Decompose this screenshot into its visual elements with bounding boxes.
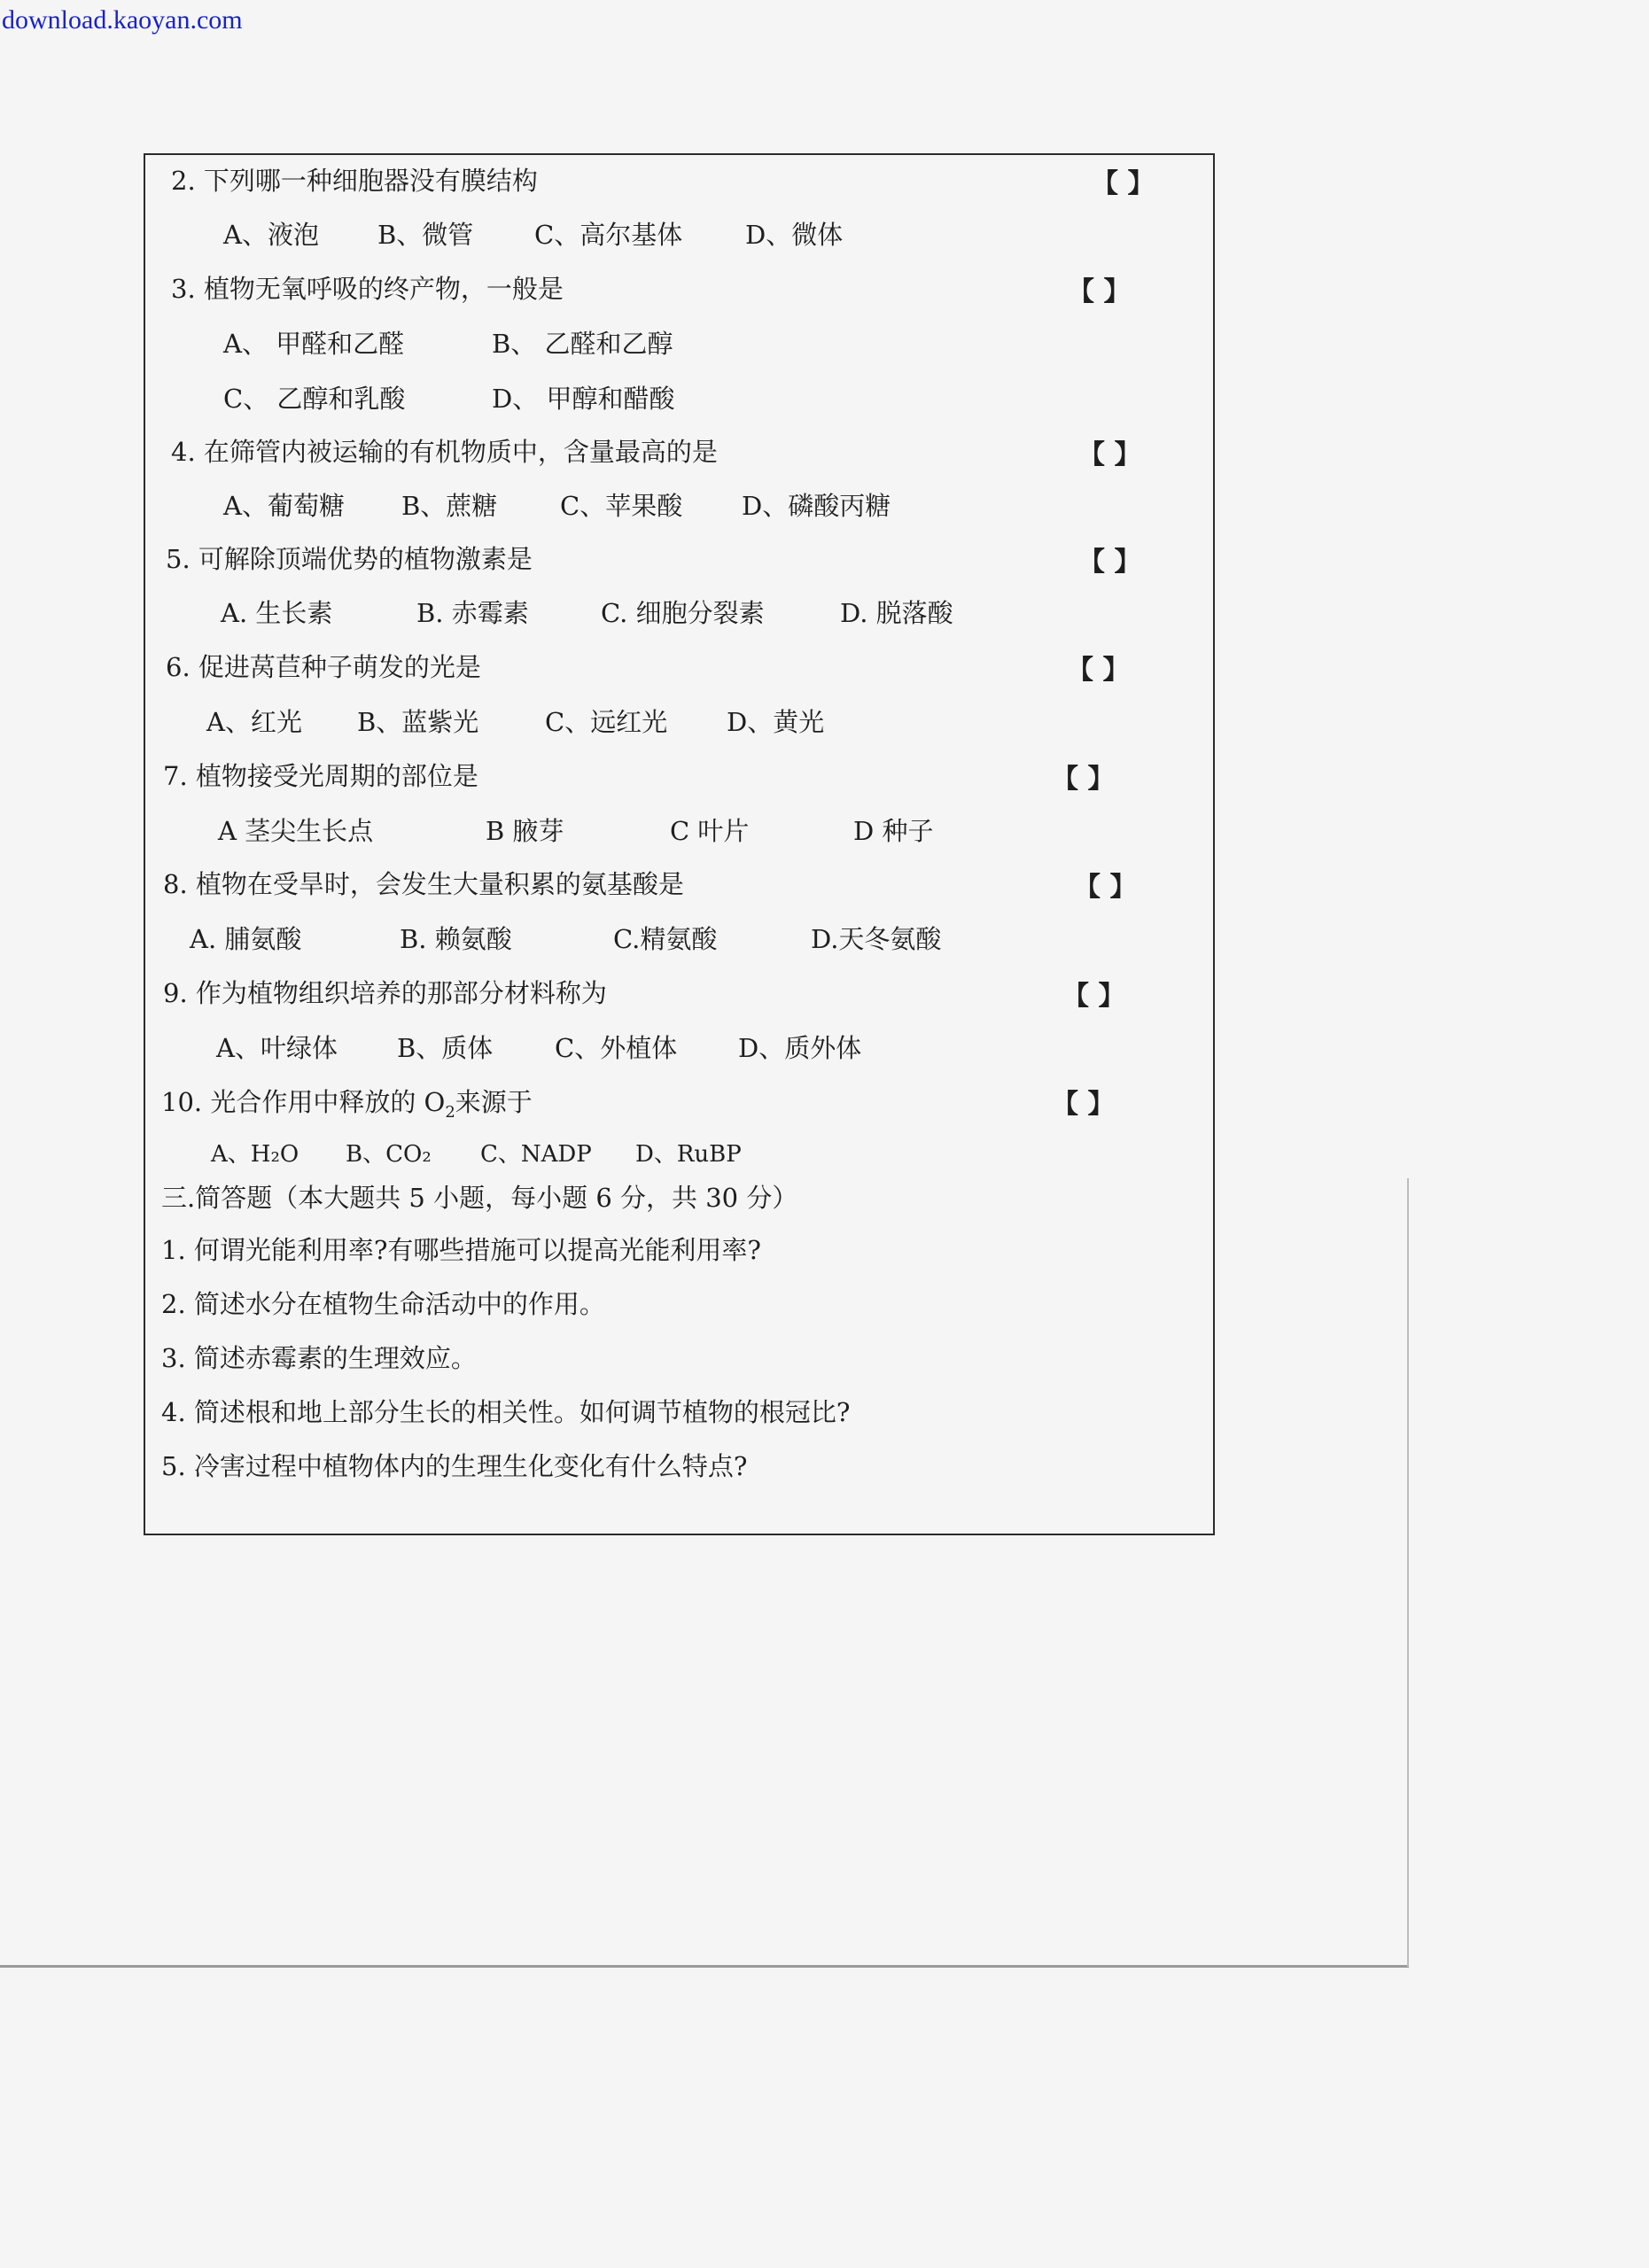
scan-edge-right xyxy=(1407,1178,1409,1967)
question-5-stem: 5. 可解除顶端优势的植物激素是 xyxy=(166,544,533,574)
question-3-stem: 3. 植物无氧呼吸的终产物，一般是 xyxy=(171,274,564,304)
question-9-stem: 9. 作为植物组织培养的那部分材料称为 xyxy=(163,978,607,1008)
q4-option-d: D、磷酸丙糖 xyxy=(742,491,891,521)
question-4-stem: 4. 在筛管内被运输的有机物质中，含量最高的是 xyxy=(171,437,718,467)
q4-option-b: B、蔗糖 xyxy=(401,491,498,521)
answer-bracket-8: 【 】 xyxy=(1074,872,1137,903)
q7-option-c: C 叶片 xyxy=(670,816,750,846)
q4-option-c: C、苹果酸 xyxy=(560,491,683,521)
answer-bracket-6: 【 】 xyxy=(1067,655,1130,686)
q5-option-a: A. 生长素 xyxy=(221,598,333,628)
q3-option-a: A、 甲醛和乙醛 xyxy=(223,329,405,359)
q3-option-c: C、 乙醇和乳酸 xyxy=(223,384,406,414)
answer-bracket-5: 【 】 xyxy=(1078,547,1141,578)
answer-bracket-10: 【 】 xyxy=(1052,1089,1115,1120)
short-answer-2: 2. 简述水分在植物生命活动中的作用。 xyxy=(161,1289,605,1319)
q10-option-c: C、NADP xyxy=(480,1141,592,1168)
question-10-stem xyxy=(161,1086,533,1129)
q6-option-c: C、远红光 xyxy=(545,707,668,737)
question-7-stem: 7. 植物接受光周期的部位是 xyxy=(163,761,478,791)
q9-option-d: D、质外体 xyxy=(738,1033,862,1063)
q8-option-c: C.精氨酸 xyxy=(613,924,718,954)
q2-option-a: A、液泡 xyxy=(223,220,319,250)
q4-option-a: A、葡萄糖 xyxy=(223,491,345,521)
answer-bracket-7: 【 】 xyxy=(1052,764,1115,795)
q2-option-b: B、微管 xyxy=(377,220,474,250)
header-link[interactable]: download.kaoyan.com xyxy=(2,5,243,35)
answer-bracket-2: 【 】 xyxy=(1092,168,1155,199)
q10-option-a: A、H₂O xyxy=(211,1141,299,1168)
short-answer-3: 3. 简述赤霉素的生理效应。 xyxy=(161,1343,477,1373)
q8-option-b: B. 赖氨酸 xyxy=(400,924,512,954)
scan-edge-bottom xyxy=(0,1965,1409,1968)
q7-option-a: A 茎尖生长点 xyxy=(218,816,374,846)
short-answer-1: 1. 何谓光能利用率?有哪些措施可以提高光能利用率? xyxy=(161,1235,761,1265)
question-8-stem: 8. 植物在受旱时，会发生大量积累的氨基酸是 xyxy=(163,869,684,899)
q6-option-b: B、蓝紫光 xyxy=(357,707,479,737)
q6-option-d: D、黄光 xyxy=(727,707,825,737)
q5-option-c: C. 细胞分裂素 xyxy=(601,598,765,628)
q10-option-d: D、RuBP xyxy=(635,1141,742,1168)
q2-option-d: D、微体 xyxy=(745,220,844,250)
q6-option-a: A、红光 xyxy=(206,707,302,737)
q7-option-b: B 腋芽 xyxy=(486,816,564,846)
q8-option-a: A. 脯氨酸 xyxy=(190,924,302,954)
q9-option-a: A、叶绿体 xyxy=(216,1033,338,1063)
answer-bracket-4: 【 】 xyxy=(1078,439,1141,470)
q3-option-d: D、 甲醇和醋酸 xyxy=(492,384,675,414)
answer-bracket-9: 【 】 xyxy=(1062,981,1125,1012)
answer-bracket-3: 【 】 xyxy=(1068,276,1131,307)
short-answer-4: 4. 简述根和地上部分生长的相关性。如何调节植物的根冠比? xyxy=(161,1397,851,1427)
q9-option-c: C、外植体 xyxy=(555,1033,678,1063)
q3-option-b: B、 乙醛和乙醇 xyxy=(492,329,673,359)
q5-option-d: D. 脱落酸 xyxy=(840,598,953,628)
q5-option-b: B. 赤霉素 xyxy=(416,598,529,628)
question-10-stem-suffix: 来源于 xyxy=(455,1087,533,1117)
q2-option-c: C、高尔基体 xyxy=(534,220,683,250)
question-6-stem: 6. 促进莴苣种子萌发的光是 xyxy=(166,652,481,682)
question-2-stem: 2. 下列哪一种细胞器没有膜结构 xyxy=(171,166,538,196)
q10-option-b: B、CO₂ xyxy=(346,1141,432,1168)
q9-option-b: B、质体 xyxy=(397,1033,494,1063)
q8-option-d: D.天冬氨酸 xyxy=(811,924,942,954)
q7-option-d: D 种子 xyxy=(853,816,934,846)
section-3-heading: 三.简答题（本大题共 5 小题，每小题 6 分，共 30 分） xyxy=(161,1183,798,1213)
question-10-stem-prefix: 10. 光合作用中释放的 O xyxy=(161,1087,446,1117)
question-10-stem-subscript: 2 xyxy=(445,1102,455,1122)
short-answer-5: 5. 冷害过程中植物体内的生理生化变化有什么特点? xyxy=(161,1451,748,1481)
